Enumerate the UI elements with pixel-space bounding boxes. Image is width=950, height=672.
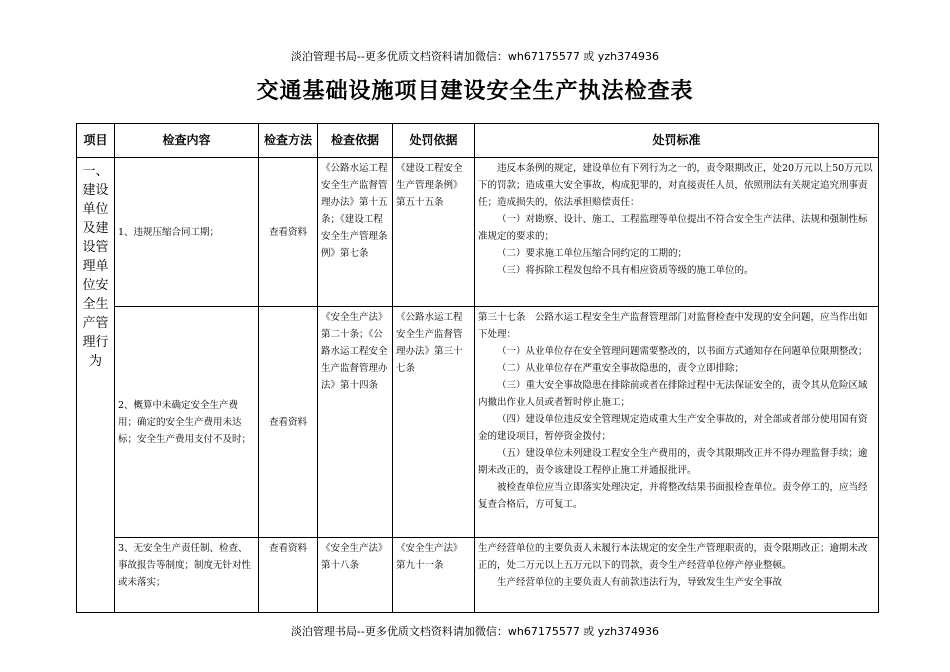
col-header-content: 检查内容	[115, 124, 259, 158]
project-label: 一、建设单位及建设管理单位安全生产管理行为	[77, 158, 115, 613]
standard-paragraph: 生产经营单位的主要负责人未履行本法规定的安全生产管理职责的，责令限期改正；逾期未改正的，处二万元以上五万元以下的罚款，责令生产经营单位停产停业整顿。	[478, 543, 868, 571]
col-header-penalty-basis: 处罚依据	[393, 124, 475, 158]
header-note: 淡泊管理书局--更多优质文档资料请加微信：wh67175577 或 yzh374936	[290, 50, 660, 63]
penalty-basis: 《安全生产法》第九十一条	[393, 538, 475, 613]
check-content: 2、概算中未确定安全生产费用；确定的安全生产费用未达标；安全生产费用支付不及时；	[115, 307, 259, 538]
check-basis: 《安全生产法》第十八条	[318, 538, 393, 613]
page-title: 交通基础设施项目建设安全生产执法检查表	[256, 79, 694, 104]
penalty-standard	[475, 307, 879, 538]
standard-paragraph: （一）从业单位存在安全管理问题需要整改的，以书面方式通知存在问题单位限期整改；	[497, 346, 868, 357]
standard-paragraph: （一）对勘察、设计、施工、工程监理等单位提出不符合安全生产法律、法规和强制性标准规定的要求的；	[478, 214, 868, 242]
standard-paragraph: 生产经营单位的主要负责人有前款违法行为，导致发生生产安全事故	[497, 577, 783, 588]
col-header-basis: 检查依据	[318, 124, 393, 158]
standard-paragraph: 第三十七条 公路水运工程安全生产监督管理部门对监督检查中发现的安全问题，应当作出如下处理：	[478, 312, 868, 340]
penalty-standard	[475, 538, 879, 613]
standard-paragraph: （三）重大安全事故隐患在排除前或者在排除过程中无法保证安全的，责令其从危险区域内撤出作业人员或者暂时停止施工；	[478, 380, 868, 408]
col-header-penalty-standard: 处罚标准	[475, 124, 879, 158]
standard-paragraph: （三）将拆除工程发包给不具有相应资质等级的施工单位的。	[497, 265, 754, 276]
check-basis: 《公路水运工程安全生产监督管理办法》第十五条；《建设工程安全生产管理条例》第七条	[318, 158, 393, 307]
standard-paragraph: （二）从业单位存在严重安全事故隐患的，责令立即排除；	[497, 363, 745, 374]
standard-paragraph: 违反本条例的规定，建设单位有下列行为之一的，责令限期改正，处20万元以上50万元以下的罚款；造成重大安全事故，构成犯罪的，对直接责任人员，依照刑法有关规定追究刑事责任；造成损失的，依法承担赔偿责任：	[478, 163, 873, 208]
table-row	[77, 538, 879, 613]
penalty-basis: 《建设工程安全生产管理条例》第五十五条	[393, 158, 475, 307]
table-row	[77, 158, 879, 307]
check-method: 查看资料	[259, 158, 318, 307]
penalty-standard	[475, 158, 879, 307]
col-header-method: 检查方法	[259, 124, 318, 158]
standard-paragraph: （二）要求施工单位压缩合同约定的工期的；	[497, 248, 688, 259]
inspection-table	[76, 123, 879, 613]
footer-note: 淡泊管理书局--更多优质文档资料请加微信：wh67175577 或 yzh374936	[290, 625, 660, 638]
table-header-row	[77, 124, 879, 158]
check-method: 查看资料	[259, 307, 318, 538]
check-method: 查看资料	[259, 538, 318, 613]
table-row	[77, 307, 879, 538]
col-header-project: 项目	[77, 124, 115, 158]
standard-paragraph: （四）建设单位违反安全管理规定造成重大生产安全事故的，对全部或者部分使用国有资金的建设项目，暂停资金拨付；	[478, 414, 868, 442]
check-content: 1、违规压缩合同工期；	[115, 158, 259, 307]
standard-paragraph: （五）建设单位未列建设工程安全生产费用的，责令其限期改正并不得办理监督手续；逾期未改正的，责令该建设工程停止施工并通报批评。	[478, 448, 868, 476]
check-basis: 《安全生产法》第二十条；《公路水运工程安全生产监督管理办法》第十四条	[318, 307, 393, 538]
check-content: 3、无安全生产责任制、检查、事故报告等制度；制度无针对性或未落实；	[115, 538, 259, 613]
standard-paragraph: 被检查单位应当立即落实处理决定，并将整改结果书面报检查单位。责令停工的，应当经复查合格后，方可复工。	[478, 482, 868, 510]
penalty-basis: 《公路水运工程安全生产监督管理办法》第三十七条	[393, 307, 475, 538]
